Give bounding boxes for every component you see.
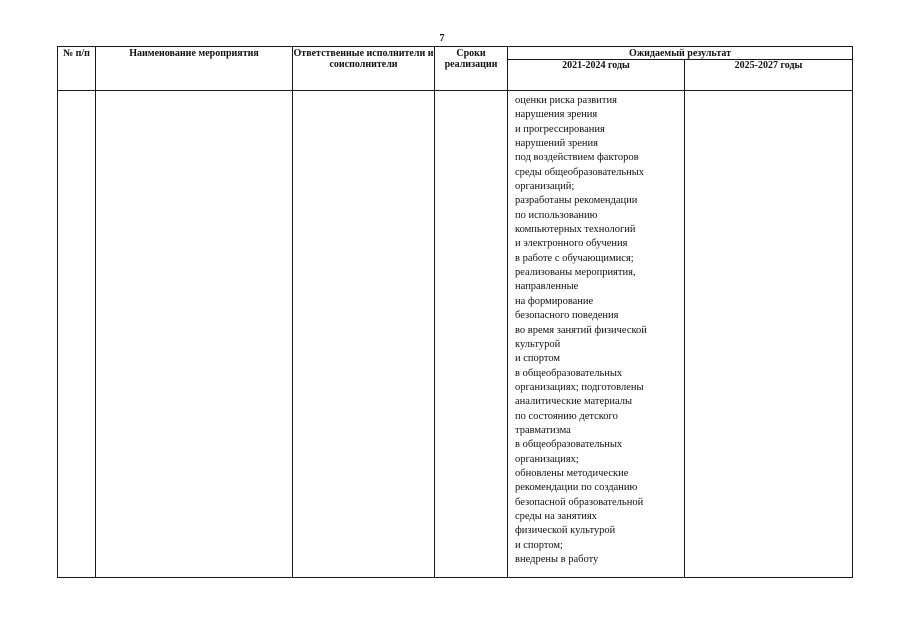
header-expected-result: Ожидаемый результат — [508, 47, 853, 60]
header-period-2021-2024: 2021-2024 годы — [508, 60, 685, 91]
result-line: компьютерных технологий — [515, 224, 636, 236]
result-line: и прогрессирования — [515, 123, 605, 135]
cell-responsible — [293, 91, 435, 578]
result-line: организациях; подготовлены — [515, 381, 644, 393]
result-line: в общеобразовательных — [515, 367, 623, 379]
table-row — [58, 91, 853, 578]
result-line: внедрены в работу — [515, 554, 599, 565]
header-event-name: Наименование мероприятия — [96, 47, 293, 91]
result-line: обновлены методические — [515, 467, 629, 479]
result-line: под воздействием факторов — [515, 152, 639, 164]
result-line: и электронного обучения — [515, 238, 628, 250]
header-period-2025-2027: 2025-2027 годы — [685, 60, 853, 91]
header-responsible: Ответственные исполнители и соисполнители — [293, 47, 435, 91]
cell-event-name — [96, 91, 293, 578]
result-line: в работе с обучающимися; — [515, 252, 634, 264]
result-line: направленные — [515, 281, 579, 293]
result-line: травматизма — [515, 424, 571, 436]
measures-table — [57, 46, 853, 578]
result-line: в общеобразовательных — [515, 439, 623, 451]
result-line: во время занятий физической — [515, 324, 647, 336]
result-line: среды на занятиях — [515, 510, 597, 522]
cell-result-2025-2027 — [685, 91, 853, 578]
result-line: по использованию — [515, 209, 598, 221]
result-line: нарушений зрения — [515, 138, 598, 150]
result-line: реализованы мероприятия, — [515, 267, 636, 279]
result-line: организациях; — [515, 453, 579, 465]
result-line: аналитические материалы — [515, 396, 633, 408]
result-line: среды общеобразовательных — [515, 166, 645, 178]
result-line: организаций; — [515, 181, 575, 193]
result-line: оценки риска развития — [515, 95, 617, 106]
result-line: культурой — [515, 338, 561, 350]
result-line: нарушения зрения — [515, 109, 598, 121]
result-line: физической культурой — [515, 525, 616, 537]
result-line: безопасного поведения — [515, 310, 619, 322]
result-line: на формирование — [515, 295, 594, 307]
header-number: № п/п — [58, 47, 96, 91]
result-line: безопасной образовательной — [515, 496, 644, 508]
result-line: разработаны рекомендации — [515, 195, 638, 207]
result-text — [508, 91, 684, 567]
result-line: рекомендации по созданию — [515, 482, 638, 494]
result-line: по состоянию детского — [515, 410, 618, 422]
cell-deadlines — [435, 91, 508, 578]
cell-result-2021-2024 — [508, 91, 685, 578]
result-line: и спортом; — [515, 539, 563, 551]
page-number: 7 — [439, 33, 445, 44]
result-line: и спортом — [515, 353, 561, 365]
cell-number — [58, 91, 96, 578]
header-deadlines: Сроки реализации — [435, 47, 508, 91]
